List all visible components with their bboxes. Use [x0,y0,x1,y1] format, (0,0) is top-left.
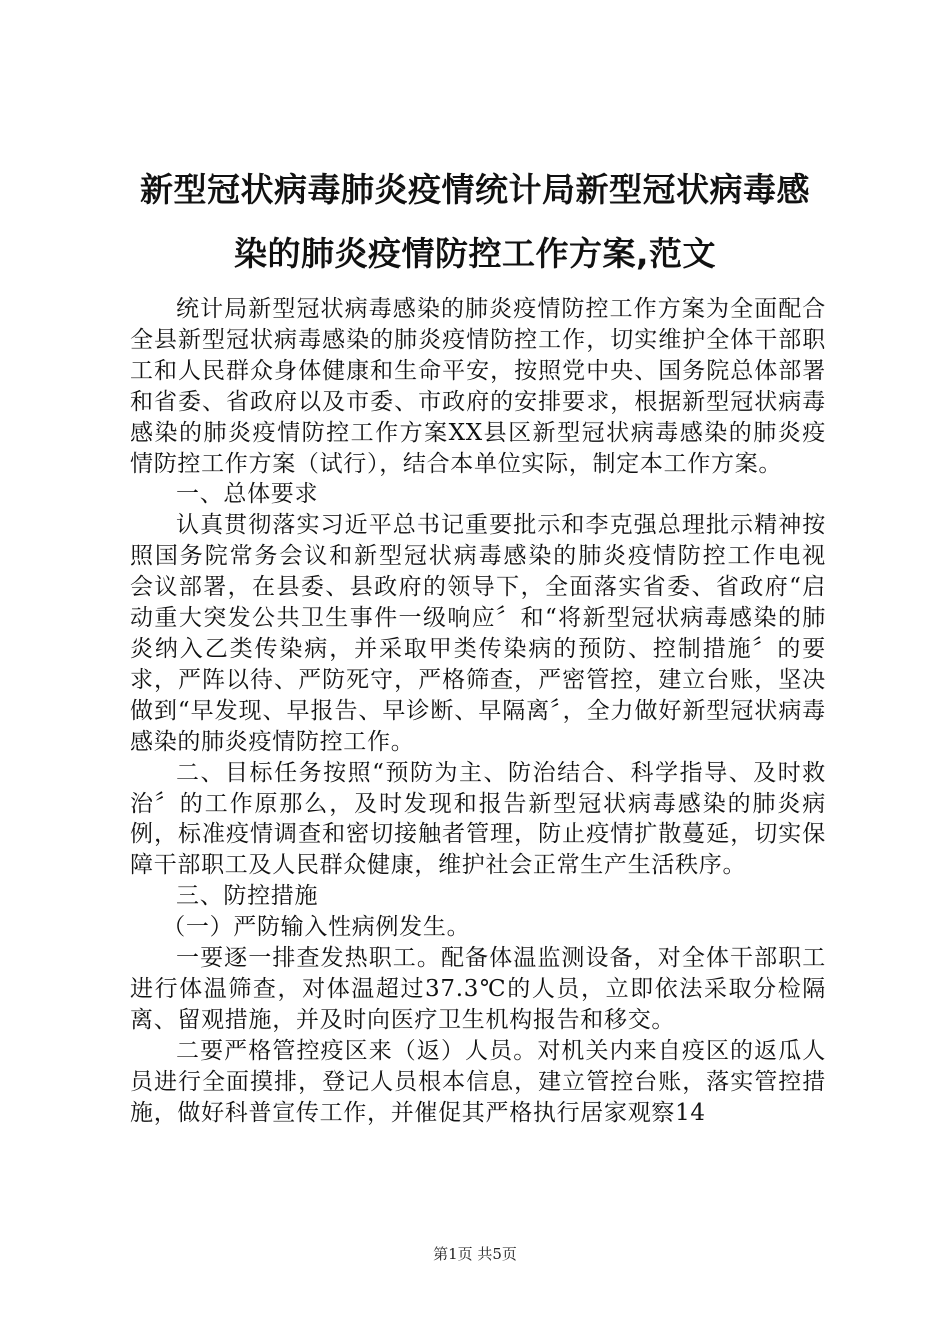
title-line-1: 新型冠状病毒肺炎疫情统计局新型冠状病毒感 [140,170,810,209]
paragraph-returnee-control: 二要严格管控疫区来（返）人员。对机关内来自疫区的返瓜人员进行全面摸排，登记人员根本信息，建立管控台账，落实管控措施，做好科普宣传工作，并催促其严格执行居家观察14 [130,1037,826,1126]
document-title [120,158,830,286]
title-line-2: 染的肺炎疫情防控工作方案,范文 [233,234,717,273]
page-number-footer: 第1页 共5页 [433,1245,517,1263]
document-body [130,294,874,1128]
section-heading-measures: 三、防控措施 [176,883,319,910]
paragraph-screening: 一要逐一排查发热职工。配备体温监测设备，对全体干部职工进行体温筛查，对体温超过37.3℃的人员，立即依法采取分检隔离、留观措施，并及时向医疗卫生机构报告和移交。 [130,945,826,1033]
paragraph-intro: 统计局新型冠状病毒感染的肺炎疫情防控工作方案为全面配合全县新型冠状病毒感染的肺炎疫情防控工作，切实维护全体干部职工和人民群众身体健康和生命平安，按照党中央、国务院总体部署和省委、省政府以及市委、市政府的安排要求，根据新型冠状病毒感染的肺炎疫情防控工作方案XX县区新型冠状病毒感染的肺炎疫情防控工作方案（试行），结合本单位实际，制定本工作方案。 [130,296,826,477]
section-heading-general-requirements: 一、总体要求 [176,481,319,508]
paragraph-objectives: 二、目标任务按照“预防为主、防治结合、科学指导、及时救治〞的工作原那么，及时发现和报告新型冠状病毒感染的肺炎病例，标准疫情调查和密切接触者管理，防止疫情扩散蔓延，切实保障干部职工及人民群众健康，维护社会正常生产生活秩序。 [130,759,826,879]
subsection-heading-imported-cases: （一）严防输入性病例发生。 [162,914,471,941]
paragraph-general-requirements: 认真贯彻落实习近平总书记重要批示和李克强总理批示精神按照国务院常务会议和新型冠状病毒感染的肺炎疫情防控工作电视 会议部署，在县委、县政府的领导下，全面落实省委、省政府“启动重大突发公共卫生事件一级响应〞和“将新型冠状病毒感染的肺炎纳入乙类传染病，并采取甲类传染病的预防、控制措施〞的要求，严阵以待、严防死守，严格筛查，严密管控，建立台账，坚决做到“早发现、早报告、早诊断、早隔离〞，全力做好新型冠状病毒感染的肺炎疫情防控工作。 [130,512,874,755]
